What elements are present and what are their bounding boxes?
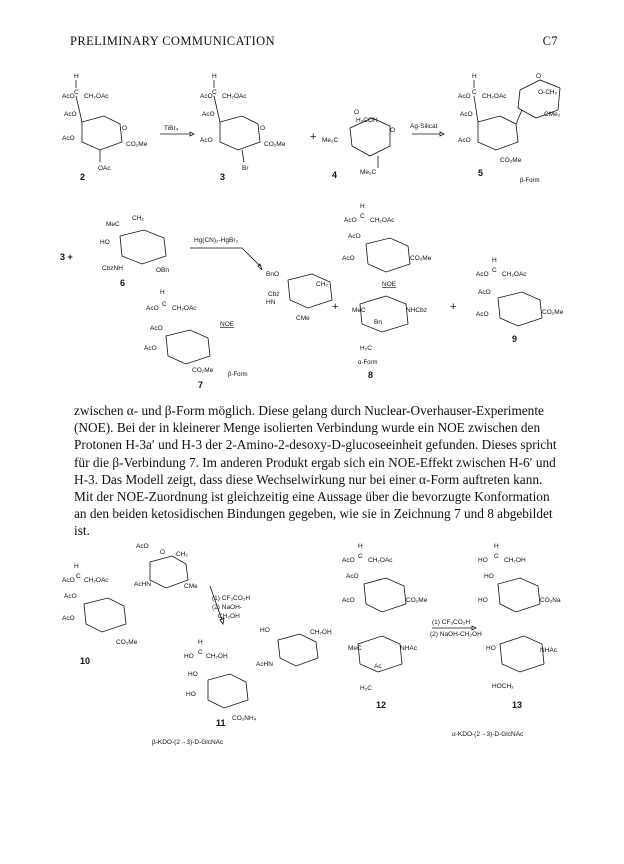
reagent-label: CH₃OH [218, 613, 240, 620]
compound-number: 12 [376, 700, 387, 710]
svg-text:CH₂OAc: CH₂OAc [368, 557, 393, 564]
svg-text:NOE: NOE [220, 321, 235, 328]
svg-text:HO: HO [184, 653, 194, 660]
compound-7-structure [144, 271, 332, 374]
compound-number: 9 [512, 334, 518, 344]
svg-text:AcO: AcO [458, 137, 471, 144]
reaction-scheme-3 [60, 540, 580, 750]
svg-text:NHCbz: NHCbz [406, 307, 427, 314]
svg-text:CMe₂: CMe₂ [544, 111, 561, 118]
svg-text:C: C [212, 89, 217, 96]
svg-text:Cbz: Cbz [268, 291, 280, 298]
reagent-label: Hg(CN)₂-HgBr₂ [194, 237, 239, 244]
compound-number: 2 [80, 172, 86, 182]
svg-text:HO: HO [100, 239, 110, 246]
disaccharide-label: α-KDO-(2→3)-D-GlcNAc [452, 731, 524, 738]
svg-text:CO₂Me: CO₂Me [116, 639, 138, 646]
svg-text:CMe: CMe [184, 583, 198, 590]
text-line: zwischen α- und β-Form möglich. Diese gelang durch Nuclear-Overhauser-Experimente [74, 403, 544, 418]
svg-text:AcO: AcO [150, 325, 163, 332]
svg-text:H: H [492, 257, 497, 264]
svg-text:CO₂Me: CO₂Me [406, 597, 428, 604]
svg-text:CMe: CMe [296, 315, 310, 322]
svg-text:OBn: OBn [156, 267, 170, 274]
compound-4-structure [322, 109, 395, 176]
svg-text:H₂C: H₂C [360, 345, 372, 352]
svg-text:O: O [390, 127, 396, 134]
page-number: C7 [542, 34, 558, 48]
svg-text:O: O [122, 125, 128, 132]
svg-text:HO: HO [478, 557, 488, 564]
svg-text:HO: HO [478, 597, 488, 604]
svg-text:CO₂Me: CO₂Me [264, 141, 286, 148]
svg-text:O: O [160, 549, 166, 556]
svg-text:CO₂Me: CO₂Me [500, 157, 522, 164]
reaction-scheme-1 [60, 70, 580, 190]
compound-number: 4 [332, 170, 338, 180]
svg-text:AcO: AcO [202, 111, 215, 118]
svg-text:3 +: 3 + [60, 252, 73, 262]
reagent-label: (2) NaOH- [212, 604, 242, 611]
svg-text:HO: HO [188, 671, 198, 678]
svg-text:H: H [198, 639, 203, 646]
svg-text:CH₂OAc: CH₂OAc [370, 217, 395, 224]
disaccharide-label: β-KDO-(2→3)-D-GlcNAc [152, 739, 224, 746]
compound-10-structure [62, 543, 198, 646]
svg-text:AcHN: AcHN [134, 581, 151, 588]
compound-number: 5 [478, 168, 484, 178]
svg-text:C: C [492, 267, 497, 274]
svg-text:CH₂OAc: CH₂OAc [84, 93, 109, 100]
svg-text:AcO: AcO [342, 597, 355, 604]
svg-text:AcO: AcO [200, 137, 213, 144]
svg-text:O: O [536, 73, 542, 80]
svg-text:H: H [212, 73, 217, 80]
text-line: für die β-Verbindung 7. Im anderen Produkt ergab sich ein NOE-Effekt zwischen H-6′ und [74, 454, 556, 470]
svg-text:Bn: Bn [374, 319, 382, 326]
svg-text:CO₂NH₄: CO₂NH₄ [232, 715, 257, 722]
reaction-scheme-2 [60, 200, 580, 390]
svg-text:H: H [494, 543, 499, 550]
text-line: Mit der NOE-Zuordnung ist gleichzeitig eine Aussage über die bevorzugte Konformation [74, 489, 550, 505]
svg-text:AcO: AcO [200, 93, 213, 100]
anomer-label: β-Form [520, 178, 540, 184]
svg-text:CH₂OAc: CH₂OAc [482, 93, 507, 100]
svg-text:AcO: AcO [146, 305, 159, 312]
svg-text:AcO: AcO [64, 111, 77, 118]
svg-text:H₂C: H₂C [360, 685, 372, 692]
svg-text:NHAc: NHAc [540, 647, 557, 654]
svg-text:H: H [74, 563, 79, 570]
compound-13-structure [478, 543, 561, 690]
svg-text:CO₂Na: CO₂Na [540, 597, 561, 604]
svg-text:H: H [160, 289, 165, 296]
svg-text:H₂COH: H₂COH [356, 117, 378, 124]
svg-text:CH₂: CH₂ [132, 215, 144, 222]
svg-text:CH₂: CH₂ [176, 551, 188, 558]
reagent-label: TiBr₄ [164, 125, 179, 132]
svg-text:CH₂OAc: CH₂OAc [84, 577, 109, 584]
compound-8-structure [342, 203, 432, 352]
svg-text:MeC: MeC [106, 221, 120, 228]
svg-text:C: C [360, 213, 365, 220]
reagent-label: Ag-Silicat [410, 123, 438, 130]
svg-text:+: + [332, 301, 339, 313]
svg-text:CO₂Me: CO₂Me [126, 141, 148, 148]
svg-text:HO: HO [484, 573, 494, 580]
svg-text:Me₂C: Me₂C [360, 169, 377, 176]
text-line: an den beiden ketosidischen Bindungen gegeben, wie sie in Zeichnung 7 und 8 abgebildet [74, 506, 553, 522]
compound-number: 7 [198, 380, 204, 390]
compound-12-structure [342, 543, 428, 692]
svg-text:H: H [472, 73, 477, 80]
svg-text:Me₂C: Me₂C [322, 137, 339, 144]
svg-text:AcO: AcO [346, 573, 359, 580]
svg-text:HO: HO [186, 691, 196, 698]
anomer-label: α-Form [358, 360, 378, 366]
svg-text:AcO: AcO [62, 135, 75, 142]
text-line: H-3. Das Modell zeigt, dass diese Wechselwirkung nur bei einer α-Form auftreten kann. [74, 471, 543, 487]
svg-text:MeC: MeC [352, 307, 366, 314]
svg-text:+: + [310, 131, 317, 143]
svg-text:AcHN: AcHN [256, 661, 273, 668]
svg-text:H: H [360, 203, 365, 210]
svg-text:O-CH₂: O-CH₂ [538, 89, 558, 96]
svg-text:O: O [260, 125, 266, 132]
compound-6-structure [100, 215, 169, 274]
svg-text:OAc: OAc [98, 165, 111, 172]
svg-text:CH₂: CH₂ [316, 281, 328, 288]
svg-text:AcO: AcO [458, 93, 471, 100]
svg-text:MeC: MeC [348, 645, 362, 652]
svg-text:C: C [198, 649, 203, 656]
svg-text:AcO: AcO [342, 255, 355, 262]
compound-5-structure [458, 73, 561, 164]
svg-text:NHAc: NHAc [400, 645, 417, 652]
svg-text:NOE: NOE [382, 281, 397, 288]
svg-text:AcO: AcO [344, 217, 357, 224]
svg-text:CH₂OH: CH₂OH [206, 653, 228, 660]
compound-number: 10 [80, 656, 91, 666]
compound-number: 11 [216, 718, 226, 728]
svg-text:HOCH₂: HOCH₂ [492, 683, 514, 690]
compound-3-structure [200, 73, 286, 172]
reagent-label: (1) CF₃CO₂H [212, 595, 251, 602]
reagent-label: (1) CF₃CO₂H [432, 619, 471, 626]
svg-text:+: + [450, 301, 457, 313]
svg-text:Ac: Ac [374, 663, 382, 670]
svg-text:H: H [358, 543, 363, 550]
svg-text:HN: HN [266, 299, 276, 306]
compound-2-structure [62, 73, 148, 172]
svg-text:CH₂OAc: CH₂OAc [502, 271, 527, 278]
svg-text:AcO: AcO [62, 93, 75, 100]
svg-text:CH₂OAc: CH₂OAc [222, 93, 247, 100]
svg-text:AcO: AcO [342, 557, 355, 564]
svg-text:AcO: AcO [136, 543, 149, 550]
svg-text:AcO: AcO [62, 577, 75, 584]
reagent-label: (2) NaOH-CH₃OH [430, 631, 482, 638]
svg-text:AcO: AcO [478, 289, 491, 296]
svg-text:C: C [472, 89, 477, 96]
anomer-label: β-Form [228, 372, 248, 378]
svg-text:AcO: AcO [348, 233, 361, 240]
svg-text:H: H [74, 73, 79, 80]
svg-text:BnO: BnO [266, 271, 280, 278]
svg-text:CO₂Me: CO₂Me [542, 309, 564, 316]
compound-9-structure [476, 257, 564, 326]
text-line: ist. [74, 523, 90, 539]
text-line: Protonen H-3a′ und H-3 der 2-Amino-2-desoxy-D-glucoseeinheit gefunden. Dieses spricht [74, 437, 557, 453]
compound-number: 13 [512, 700, 523, 710]
svg-text:C: C [74, 89, 79, 96]
compound-number: 3 [220, 172, 226, 182]
body-text [74, 402, 558, 540]
svg-text:HO: HO [486, 645, 496, 652]
svg-text:CH₂OAc: CH₂OAc [172, 305, 197, 312]
svg-text:C: C [162, 301, 167, 308]
svg-text:CH₂OH: CH₂OH [310, 629, 332, 636]
svg-text:C: C [76, 573, 81, 580]
svg-text:AcO: AcO [460, 111, 473, 118]
svg-text:CbzNH: CbzNH [102, 265, 123, 272]
svg-text:AcO: AcO [64, 593, 77, 600]
svg-text:HO: HO [260, 627, 270, 634]
svg-text:CO₂Me: CO₂Me [192, 367, 214, 374]
svg-text:Br: Br [242, 165, 249, 172]
compound-number: 6 [120, 278, 126, 288]
svg-text:AcO: AcO [62, 615, 75, 622]
svg-text:O: O [354, 109, 360, 116]
svg-text:AcO: AcO [476, 311, 489, 318]
running-header: PRELIMINARY COMMUNICATION [70, 34, 276, 48]
compound-11-structure [184, 627, 332, 722]
svg-text:AcO: AcO [144, 345, 157, 352]
svg-text:CO₂Me: CO₂Me [410, 255, 432, 262]
svg-text:CH₂OH: CH₂OH [504, 557, 526, 564]
svg-text:C: C [358, 553, 363, 560]
svg-text:C: C [494, 553, 499, 560]
svg-text:AcO: AcO [476, 271, 489, 278]
text-line: (NOE). Bei der in kleinerer Menge isolierten Verbindung wurde ein NOE zwischen den [74, 420, 541, 436]
compound-number: 8 [368, 370, 374, 380]
